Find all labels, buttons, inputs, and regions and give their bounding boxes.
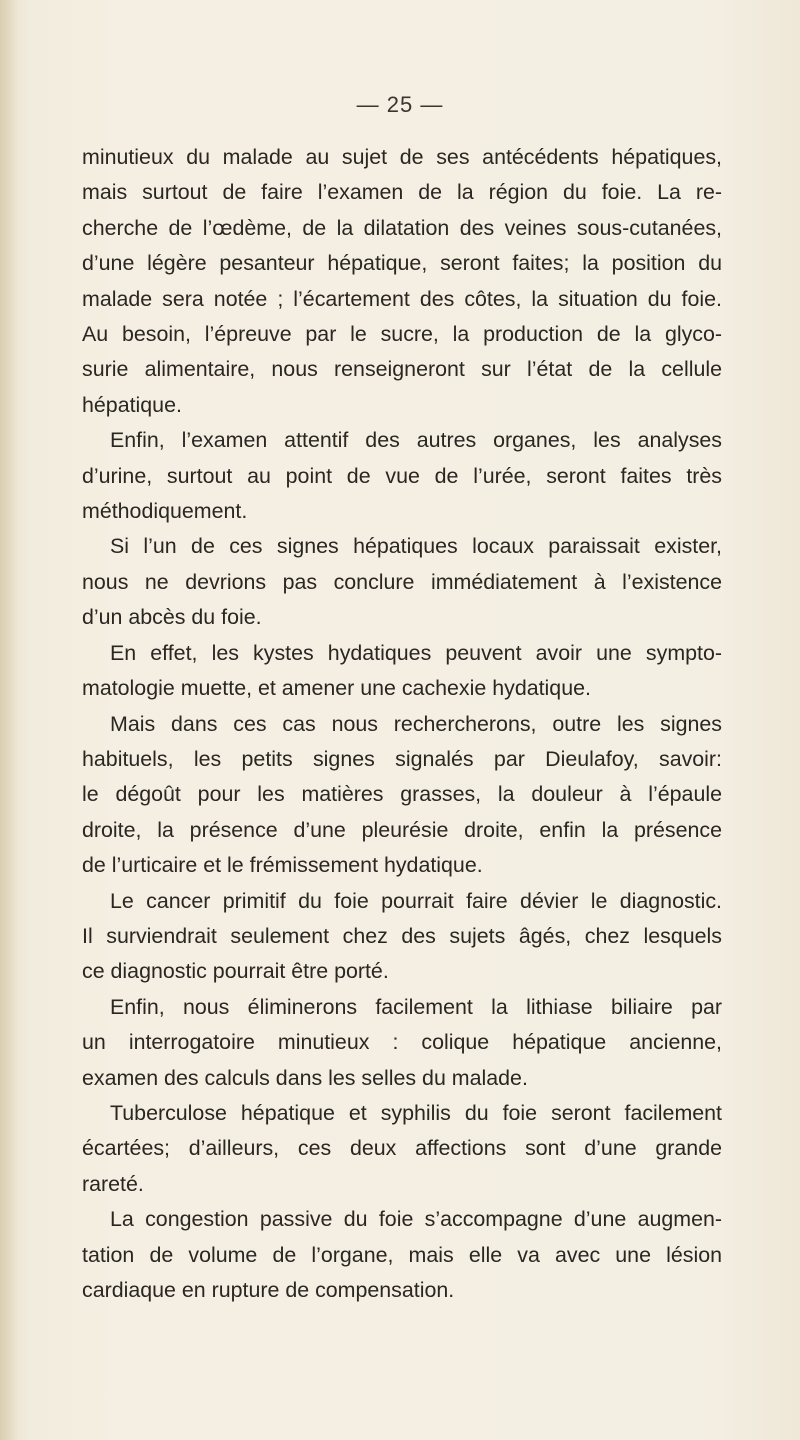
text-line: matologie muette, et amener une cachexie hydatique. [82,676,591,701]
text-line: cherche de l’œdème, de la dilatation des veines sous-cutanées, [82,215,722,240]
text-line: nous ne devrions pas conclure immédiatement à l’existence [82,569,722,594]
paragraph [82,990,722,1096]
text-line: mais surtout de faire l’examen de la région du foie. La re- [82,180,722,205]
paragraph [82,884,722,990]
paragraph [82,636,722,707]
text-line: examen des calculs dans les selles du malade. [82,1065,528,1090]
paragraph [82,140,722,423]
text-line: Enfin, nous éliminerons facilement la lithiase biliaire par [110,994,722,1019]
text-line: Mais dans ces cas nous rechercherons, outre les signes [110,711,722,736]
text-line: habituels, les petits signes signalés par Dieulafoy, savoir: [82,746,722,771]
paragraph [82,423,722,529]
text-line: surie alimentaire, nous renseigneront sur l’état de la cellule [82,357,722,382]
text-line: malade sera notée ; l’écartement des côtes, la situation du foie. [82,286,722,311]
page-number: — 25 — [356,92,444,117]
text-line: méthodiquement. [82,499,248,524]
text-line: tation de volume de l’organe, mais elle va avec une lésion [82,1242,722,1267]
text-line: un interrogatoire minutieux : colique hépatique ancienne, [82,1030,722,1055]
paragraph [82,1096,722,1202]
text-line: droite, la présence d’une pleurésie droite, enfin la présence [82,817,722,842]
paragraph [82,1202,722,1308]
text-line: d’urine, surtout au point de vue de l’urée, seront faites très [82,463,722,488]
text-line: cardiaque en rupture de compensation. [82,1278,455,1302]
text-line: Le cancer primitif du foie pourrait faire dévier le diagnostic. [110,888,722,913]
text-line: ce diagnostic pourrait être porté. [82,959,389,984]
text-line: écartées; d’ailleurs, ces deux affections sont d’une grande [82,1136,722,1161]
text-line: le dégoût pour les matières grasses, la douleur à l’épaule [82,782,722,807]
text-line: En effet, les kystes hydatiques peuvent avoir une sympto- [110,640,722,665]
text-line: d’une légère pesanteur hépatique, seront faites; la position du [82,251,722,276]
paragraph [82,707,722,884]
text-line: minutieux du malade au sujet de ses antécédents hépatiques, [82,145,722,169]
text-line: Enfin, l’examen attentif des autres organes, les analyses [110,428,722,453]
body-text [82,140,722,1308]
text-line: rareté. [82,1171,144,1196]
text-line: Si l’un de ces signes hépatiques locaux paraissait exister, [110,534,722,559]
text-line: Il surviendrait seulement chez des sujets âgés, chez lesquels [82,923,722,948]
page-binding-shadow [0,0,18,1440]
text-line: Tuberculose hépatique et syphilis du foie seront facilement [110,1100,722,1125]
paragraph [82,529,722,635]
text-line: d’un abcès du foie. [82,605,262,630]
text-line: La congestion passive du foie s’accompagne d’une augmen- [110,1207,722,1232]
text-line: Au besoin, l’épreuve par le sucre, la production de la glyco- [82,322,722,347]
text-line: hépatique. [82,392,182,417]
text-line: de l’urticaire et le frémissement hydatique. [82,853,483,878]
